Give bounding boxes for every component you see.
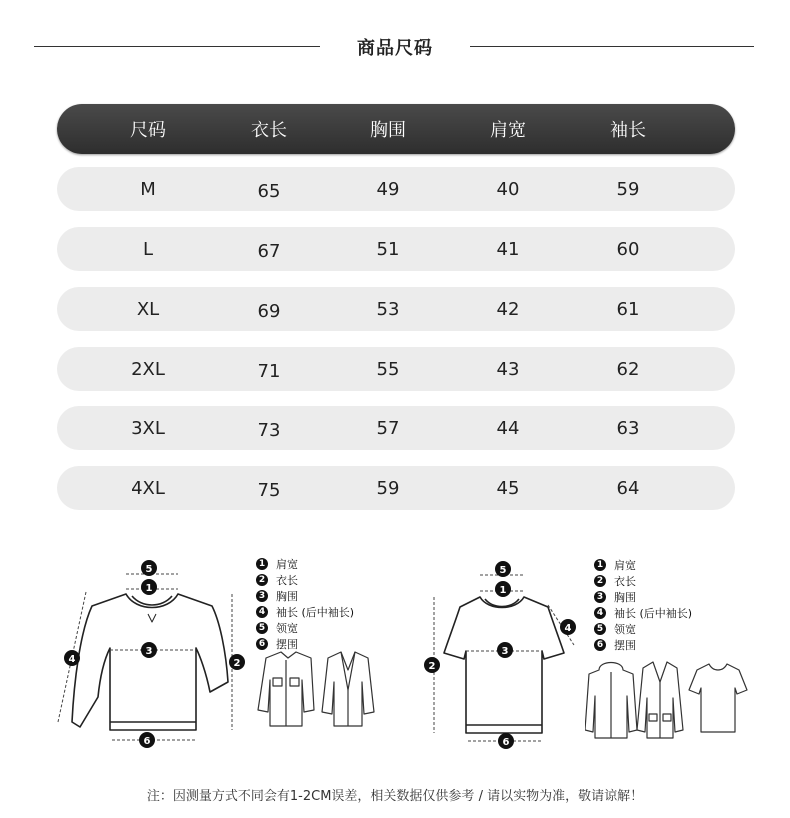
header-shoulder: 肩宽 [490,120,526,141]
cell-length: 73 [257,419,281,441]
measure-lines [434,575,574,741]
marker-5-icon [141,560,157,576]
legend-item: 3 胸围 [594,589,692,605]
cell-chest: 59 [376,477,400,499]
legend-item: 1 肩宽 [594,557,692,573]
legend-item: 1 肩宽 [256,556,354,572]
svg-text:3: 3 [145,646,153,657]
legend-item: 2 衣长 [594,573,692,589]
cell-sleeve: 62 [616,358,640,380]
legend-item: 4 袖长 (后中袖长) [594,605,692,621]
cell-size: L [142,238,154,260]
title-divider-right [470,46,754,47]
header-chest: 胸围 [370,120,406,141]
table-row [57,167,735,211]
svg-text:4: 4 [68,654,76,665]
tshirt-measurement-diagram [418,555,588,750]
header-sleeve: 袖长 [610,120,646,141]
table-row [57,406,735,450]
legend-right [594,557,692,653]
cell-shoulder: 40 [496,178,520,200]
measurement-disclaimer: 注：因测量方式不同会有1-2CM误差，相关数据仅供参考 / 请以实物为准，敬请谅解！ [146,789,644,804]
cell-size: 2XL [131,358,165,380]
title-divider-left [34,46,320,47]
cell-shoulder: 45 [496,477,520,499]
marker-1-icon [141,579,157,595]
section-title-row [0,30,790,64]
cell-length: 75 [257,479,281,501]
sweatshirt-outline-icon [72,594,228,730]
sweatshirt-measurement-diagram [50,552,260,752]
svg-text:2: 2 [233,658,241,669]
hoodie-cardigan-tee-sketches-icon [585,660,750,740]
marker-2-icon [229,654,245,670]
marker-3-icon [497,642,513,658]
svg-text:6: 6 [502,737,510,748]
cell-shoulder: 44 [496,417,520,439]
cell-length: 65 [257,180,281,202]
marker-6-icon [498,733,514,749]
table-row [57,227,735,271]
cell-length: 67 [257,240,281,262]
svg-text:1: 1 [145,583,153,594]
marker-4-icon [560,619,576,635]
size-table [57,104,735,501]
legend-item: 3 胸围 [256,588,354,604]
marker-1-icon [495,581,511,597]
svg-text:2: 2 [428,661,436,672]
cell-chest: 57 [376,417,400,439]
cell-size: M [140,178,156,200]
marker-3-icon [141,642,157,658]
marker-4-icon [64,650,80,666]
marker-2-icon [424,657,440,673]
svg-text:3: 3 [501,646,509,657]
legend-item: 6 摆围 [594,637,692,653]
cell-chest: 55 [376,358,400,380]
svg-text:5: 5 [145,564,153,575]
svg-text:5: 5 [499,565,507,576]
svg-text:6: 6 [143,736,151,747]
cell-size: XL [136,298,160,320]
cell-shoulder: 42 [496,298,520,320]
cell-sleeve: 61 [616,298,640,320]
cell-sleeve: 64 [616,477,640,499]
legend-item: 6 摆围 [256,636,354,652]
cell-shoulder: 43 [496,358,520,380]
cell-size: 3XL [131,417,165,439]
cell-size: 4XL [131,477,165,499]
legend-item: 5 领宽 [256,620,354,636]
cell-chest: 51 [376,238,400,260]
legend-item: 2 衣长 [256,572,354,588]
marker-5-icon [495,561,511,577]
header-size: 尺码 [130,120,166,141]
size-table-header [57,104,735,154]
cell-length: 69 [257,300,281,322]
legend-item: 5 领宽 [594,621,692,637]
cell-sleeve: 63 [616,417,640,439]
measure-lines [58,574,232,740]
table-row [57,287,735,331]
svg-text:4: 4 [564,623,572,634]
cell-chest: 53 [376,298,400,320]
table-row [57,466,735,510]
header-length: 衣长 [251,120,287,141]
tshirt-outline-icon [444,597,564,733]
jacket-sketches-icon [256,650,376,730]
legend-left [256,556,354,652]
cell-chest: 49 [376,178,400,200]
table-row [57,347,735,391]
cell-length: 71 [257,360,281,382]
cell-sleeve: 60 [616,238,640,260]
marker-6-icon [139,732,155,748]
page-title: 商品尺码 [357,38,433,59]
cell-shoulder: 41 [496,238,520,260]
svg-text:1: 1 [499,585,507,596]
cell-sleeve: 59 [616,178,640,200]
legend-item: 4 袖长 (后中袖长) [256,604,354,620]
